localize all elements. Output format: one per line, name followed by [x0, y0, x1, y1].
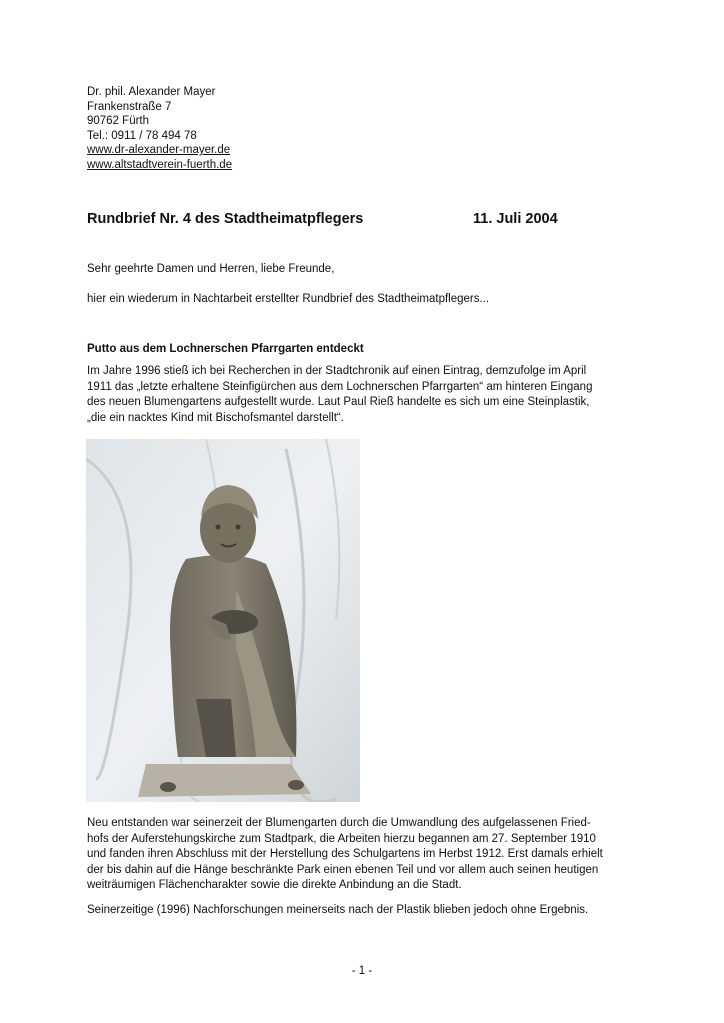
paragraph-line: der bis dahin auf die Hänge beschränkte Park einen ebenen Teil und vor allem auch seinen heutigen: [87, 863, 599, 876]
sender-phone: Tel.: 0911 / 78 494 78: [87, 129, 197, 142]
sender-city: 90762 Fürth: [87, 115, 150, 128]
paragraph-1: [87, 364, 627, 426]
paragraph-line: hofs der Auferstehungskirche zum Stadtpark, die Arbeiten hierzu begannen am 27. September 1910: [87, 832, 596, 845]
website-link-2[interactable]: www.altstadtverein-fuerth.de: [87, 158, 233, 171]
paragraph-line: 1911 das „letzte erhaltene Steinfigürchen aus dem Lochnerschen Pfarrgarten“ am hinteren Eingang: [87, 380, 593, 393]
page-number: - 1 -: [351, 965, 373, 977]
section-heading: Putto aus dem Lochnerschen Pfarrgarten entdeckt: [87, 343, 364, 355]
intro-paragraph: hier ein wiederum in Nachtarbeit erstellter Rundbrief des Stadtheimatpflegers...: [87, 293, 490, 305]
website-link-1[interactable]: www.dr-alexander-mayer.de: [87, 144, 231, 157]
putto-statue-photo: [86, 439, 360, 802]
paragraph-line: des neuen Blumengartens aufgestellt wurde. Laut Paul Rieß handelte es sich um eine Steinplastik,: [87, 396, 590, 408]
salutation: Sehr geehrte Damen und Herren, liebe Freunde,: [87, 263, 335, 275]
paragraph-2: [87, 816, 627, 894]
sender-name: Dr. phil. Alexander Mayer: [87, 86, 216, 98]
sender-street: Frankenstraße 7: [87, 100, 172, 113]
paragraph-line: Neu entstanden war seinerzeit der Blumengarten durch die Umwandlung des aufgelassenen Fried-: [87, 817, 591, 829]
sender-address: [87, 85, 232, 173]
paragraph-line: Im Jahre 1996 stieß ich bei Recherchen in der Stadtchronik auf einen Eintrag, demzufolge im April: [87, 365, 587, 377]
letter-title-row: [87, 211, 567, 227]
paragraph-line: und fanden ihren Abschluss mit der Herstellung des Schulgartens im Herbst 1912. Erst damals erhielt: [87, 848, 603, 860]
letter-title: Rundbrief Nr. 4 des Stadtheimatpflegers: [87, 211, 364, 227]
paragraph-3: Seinerzeitige (1996) Nachforschungen meinerseits nach der Plastik blieben jedoch ohne Ergebnis.: [87, 904, 589, 916]
paragraph-line: „die ein nacktes Kind mit Bischofsmantel darstellt“.: [87, 411, 344, 424]
letter-date: 11. Juli 2004: [473, 211, 558, 227]
paragraph-line: weiträumigen Flächencharakter sowie die direkte Anbindung an die Stadt.: [87, 879, 462, 891]
